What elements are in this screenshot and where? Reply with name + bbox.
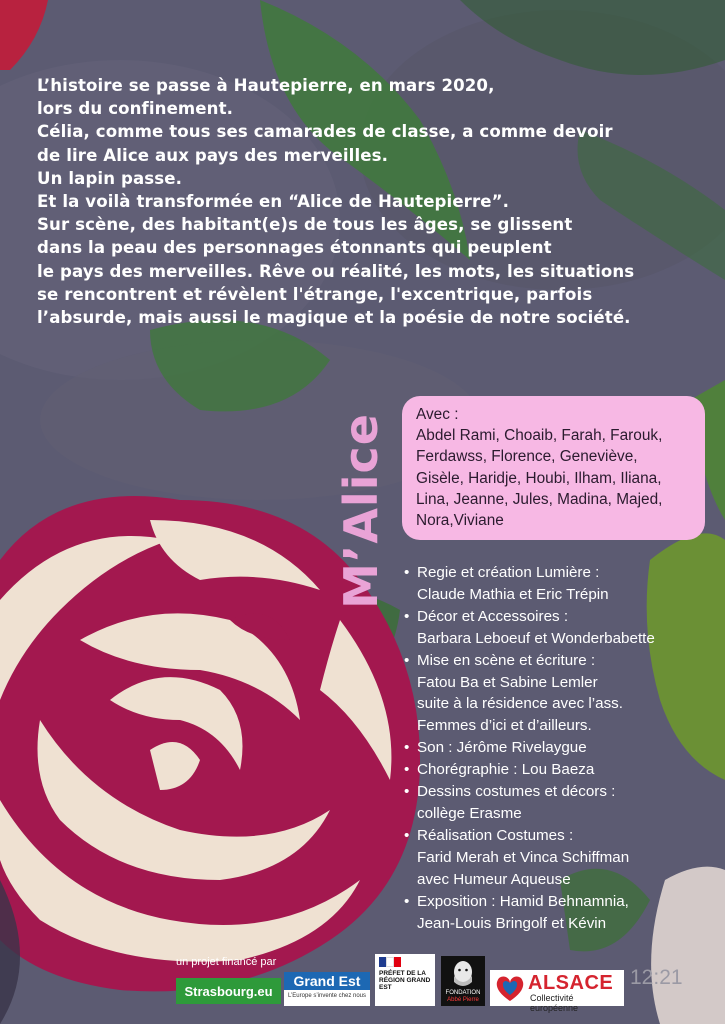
cast-line: Nora,Viviane — [416, 512, 504, 530]
credit-line: Réalisation Costumes : — [417, 826, 574, 844]
alsace-logo — [490, 970, 624, 1013]
credit-line: avec Humeur Aqueuse — [417, 870, 571, 888]
credit-line: suite à la résidence avec l’ass. — [417, 695, 623, 713]
cast-heading: Avec : — [416, 406, 459, 423]
story-line: Célia, comme tous ses camarades de classe, a comme devoir — [37, 122, 613, 142]
bullet: • — [404, 564, 410, 581]
credit-line: Mise en scène et écriture : — [417, 651, 596, 669]
credits-list — [404, 562, 722, 934]
credit-item — [404, 759, 722, 781]
grand-est-tagline: L’Europe s’invente chez nous — [287, 993, 367, 999]
story-line: L’histoire se passe à Hautepierre, en mars 2020, — [37, 76, 495, 95]
story-line: Un lapin passe. — [37, 168, 182, 188]
credit-line: Chorégraphie : Lou Baeza — [417, 761, 595, 779]
cast-line: Gisèle, Haridje, Houbi, Ilham, Iliana, — [416, 469, 662, 487]
story-line: se rencontrent et révèlent l'étrange, l'excentrique, parfois — [37, 284, 593, 304]
bullet: • — [404, 651, 410, 669]
credit-item — [404, 781, 722, 825]
cast-line: Lina, Jeanne, Jules, Madina, Majed, — [416, 490, 663, 508]
credit-line: Farid Merah et Vinca Schiffman — [417, 848, 630, 866]
cast-line: Ferdawss, Florence, Geneviève, — [416, 448, 638, 466]
grand-est-logo — [284, 972, 370, 1006]
alsace-logo-subtitle: Collectivité européenne — [530, 993, 579, 1013]
credit-line: Regie et création Lumière : — [417, 564, 600, 581]
story-line: Sur scène, des habitant(e)s de tous les âges, se glissent — [37, 215, 573, 235]
story-line: le pays des merveilles. Rêve ou réalité, les mots, les situations — [37, 261, 635, 281]
abbe-pierre-line-1: FONDATION — [445, 990, 481, 996]
story-line: de lire Alice aux pays des merveilles. — [37, 145, 388, 165]
story-line: Et la voilà transformée en “Alice de Hautepierre”. — [37, 192, 509, 212]
alsace-logo-text: ALSACE — [528, 972, 614, 994]
abbe-pierre-portrait-icon — [441, 958, 485, 990]
credit-line: Exposition : Hamid Behnamnia, — [417, 892, 629, 910]
cast-names — [416, 425, 695, 531]
credit-line: collège Erasme — [417, 804, 522, 822]
cast-line: Abdel Rami, Choaib, Farah, Farouk, — [416, 427, 663, 445]
french-flag-icon — [379, 957, 401, 967]
credit-item — [404, 737, 722, 759]
funding-caption: un projet financé par — [176, 956, 277, 968]
strasbourg-logo-text: Strasbourg.eu — [184, 983, 273, 999]
prefet-logo-text: PRÉFET DE LA RÉGION GRAND EST — [379, 970, 431, 991]
story-line: l’absurde, mais aussi le magique et la poésie de notre société. — [37, 308, 631, 328]
credit-line: Claude Mathia et Eric Trépin — [417, 585, 609, 603]
bullet: • — [404, 892, 410, 910]
bullet: • — [404, 761, 410, 779]
credit-item — [404, 606, 722, 650]
credit-line: Son : Jérôme Rivelaygue — [417, 739, 587, 757]
bullet: • — [404, 739, 410, 757]
credit-line: Dessins costumes et décors : — [417, 783, 616, 801]
bullet: • — [404, 607, 410, 625]
story-text — [37, 74, 697, 329]
cast-box — [402, 396, 705, 540]
alsace-emblem-icon — [493, 973, 527, 1003]
credit-item — [404, 650, 722, 738]
abbe-pierre-line-2: Abbé Pierre — [447, 996, 479, 1003]
story-line: lors du confinement. — [37, 99, 234, 119]
credit-line: Jean-Louis Bringolf et Kévin — [417, 914, 607, 932]
credit-item — [404, 825, 722, 891]
prefet-logo — [375, 954, 435, 1006]
credit-line: Barbara Leboeuf et Wonderbabette — [417, 629, 655, 647]
credit-line: Décor et Accessoires : — [417, 607, 569, 625]
credit-item — [404, 891, 722, 935]
grand-est-logo-text: Grand Est — [284, 972, 370, 990]
bullet: • — [404, 783, 410, 801]
show-title — [332, 398, 390, 624]
story-line: dans la peau des personnages étonnants qui peuplent — [37, 238, 552, 258]
strasbourg-logo — [176, 978, 281, 1004]
show-title-text: M’Alice — [334, 413, 388, 609]
logo-1221: 12:21 — [630, 966, 683, 989]
bullet: • — [404, 826, 410, 844]
credit-line: Fatou Ba et Sabine Lemler — [417, 673, 598, 691]
credit-line: Femmes d’ici et d’ailleurs. — [417, 717, 592, 735]
abbe-pierre-logo — [441, 956, 485, 1006]
credit-item — [404, 562, 722, 606]
